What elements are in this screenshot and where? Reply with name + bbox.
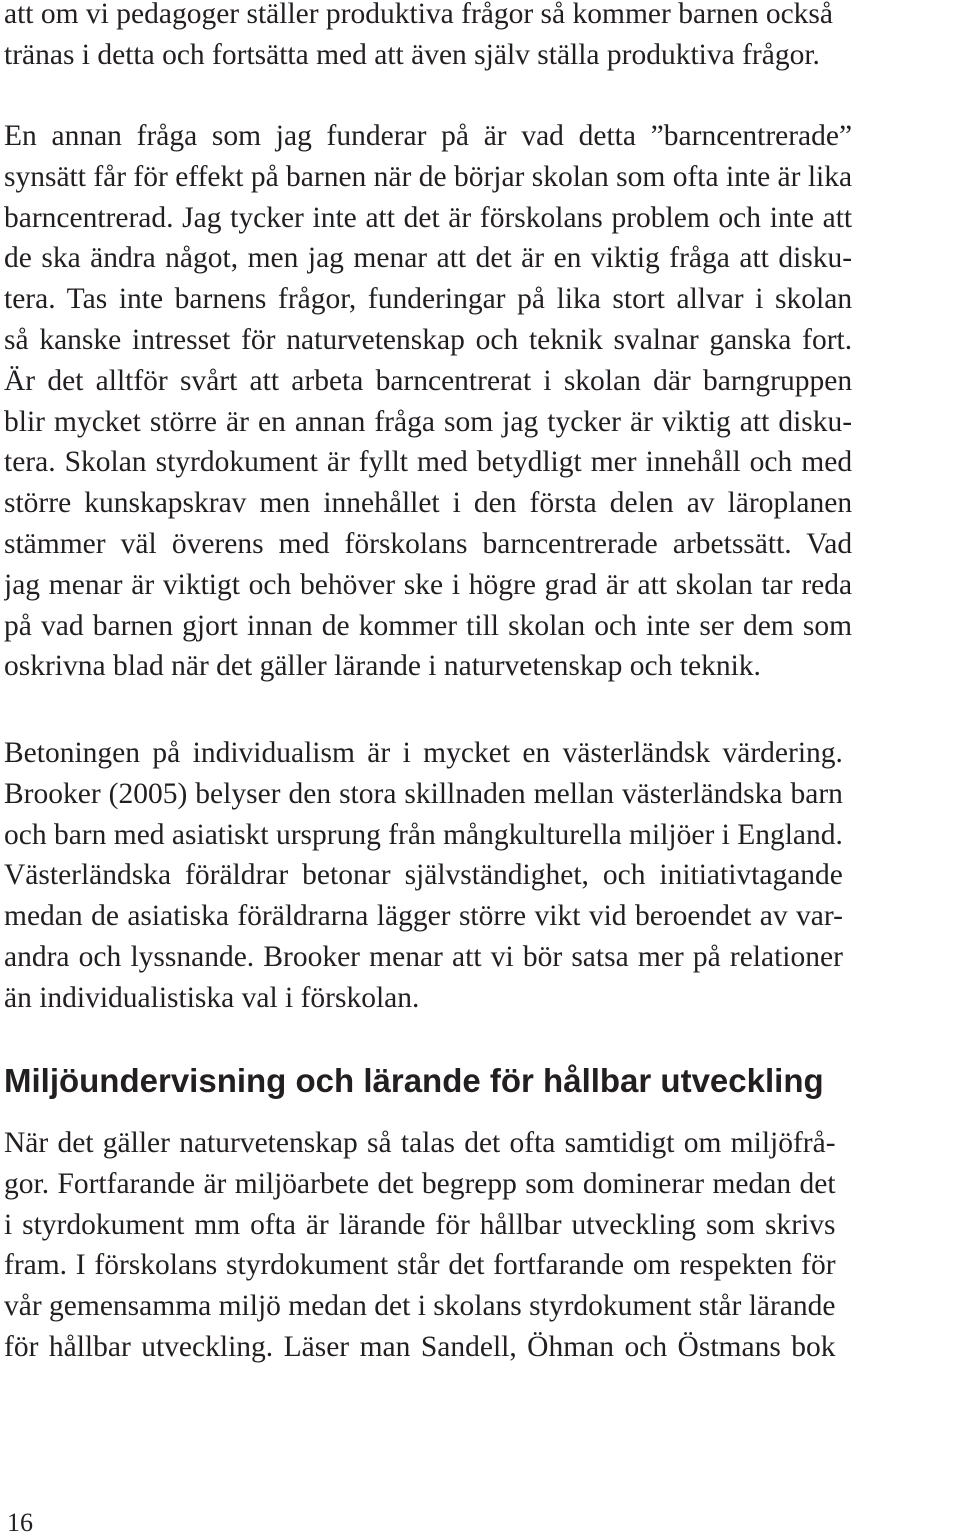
text-line: medan de asiatiska föräldrarna lägger större vikt vid beroendet av var- — [4, 900, 843, 933]
text-line: En annan fråga som jag funderar på är vad detta ”barncentrerade” — [4, 120, 853, 152]
text-line: tränas i detta och fortsätta med att även själv ställa produktiva frågor. — [4, 38, 820, 71]
text-line: större kunskapskrav men innehållet i den första delen av läroplanen — [4, 487, 853, 520]
text-line: oskrivna blad när det gäller lärande i naturvetenskap och teknik. — [4, 650, 761, 683]
text-line: så kanske intresset för naturvetenskap och teknik svalnar ganska fort. — [4, 323, 853, 356]
body-paragraph — [4, 0, 833, 76]
text-line: gor. Fortfarande är miljöarbete det begrepp som dominerar medan det — [4, 1167, 836, 1200]
text-line: än individualistiska val i förskolan. — [4, 981, 420, 1014]
text-line: barncentrerad. Jag tycker inte att det är förskolans problem och inte att — [4, 201, 853, 234]
text-line: Brooker (2005) belyser den stora skillnaden mellan västerländska barn — [4, 777, 843, 810]
text-line: synsätt får för effekt på barnen när de börjar skolan som ofta inte är lika — [4, 160, 853, 193]
text-line: tera. Skolan styrdokument är fyllt med betydligt mer innehåll och med — [4, 446, 853, 479]
page-number: 16 — [7, 1508, 33, 1537]
text-line: de ska ändra något, men jag menar att det är en viktig fråga att disku- — [4, 242, 853, 275]
text-line: i styrdokument mm ofta är lärande för hållbar utveckling som skrivs — [4, 1208, 836, 1241]
text-line: och barn med asiatiskt ursprung från mångkulturella miljöer i England. — [4, 818, 843, 851]
body-paragraph — [4, 116, 852, 687]
section-heading: Miljöundervisning och lärande för hållbar utveckling — [4, 1062, 824, 1099]
text-line: blir mycket större är en annan fråga som jag tycker är viktig att disku- — [4, 405, 853, 438]
text-line: vår gemensamma miljö medan det i skolans styrdokument står lärande — [4, 1290, 836, 1323]
text-line: jag menar är viktigt och behöver ske i högre grad är att skolan tar reda — [4, 568, 853, 601]
text-line: för hållbar utveckling. Läser man Sandell, Öhman och Östmans bok — [4, 1330, 836, 1363]
text-line: När det gäller naturvetenskap så talas det ofta samtidigt om miljöfrå- — [4, 1127, 836, 1159]
text-line: andra och lyssnande. Brooker menar att vi bör satsa mer på relationer — [4, 940, 843, 973]
text-line: stämmer väl överens med förskolans barncentrerade arbetssätt. Vad — [4, 527, 853, 560]
text-line: att om vi pedagoger ställer produktiva frågor så kommer barnen också — [4, 0, 833, 30]
text-line: på vad barnen gjort innan de kommer till skolan och inte ser dem som — [4, 609, 853, 642]
text-line: Betoningen på individualism är i mycket en västerländsk värdering. — [4, 737, 843, 769]
text-line: tera. Tas inte barnens frågor, funderingar på lika stort allvar i skolan — [4, 283, 853, 316]
body-paragraph — [4, 1123, 836, 1368]
body-paragraph — [4, 733, 843, 1019]
text-line: fram. I förskolans styrdokument står det fortfarande om respekten för — [4, 1249, 836, 1282]
text-line: Är det alltför svårt att arbeta barncentrerat i skolan där barngruppen — [4, 364, 853, 397]
text-line: Västerländska föräldrar betonar självständighet, och initiativtagande — [4, 859, 843, 892]
